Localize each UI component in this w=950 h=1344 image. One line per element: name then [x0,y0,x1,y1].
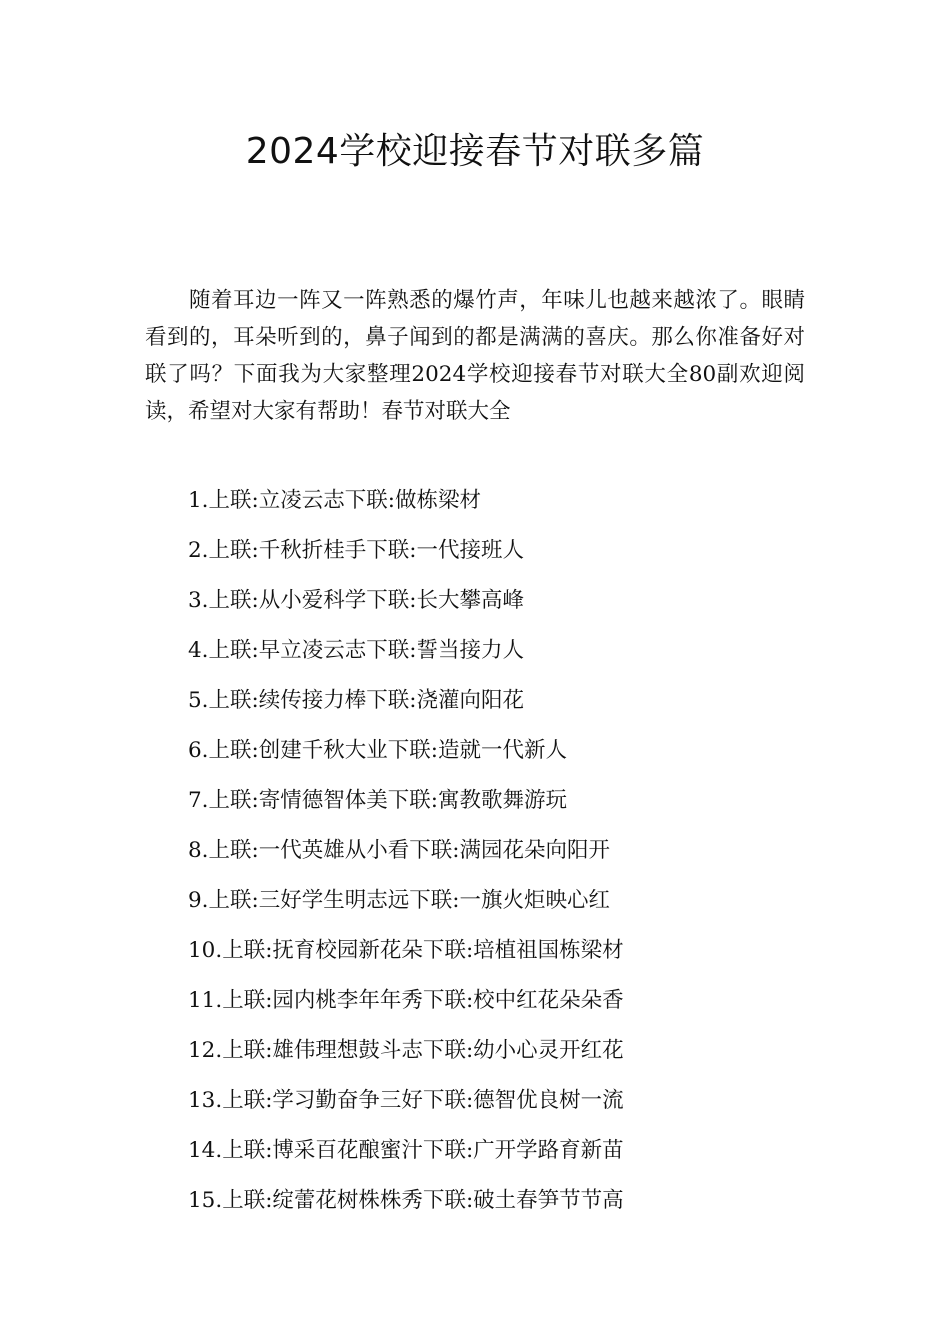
lower-line: 下联:满园花朵向阳开 [409,838,611,863]
upper-line: 10.上联:抚育校园新花朵 [188,938,423,963]
upper-line: 3.上联:从小爱科学 [188,588,367,613]
lower-line: 下联:培植祖国栋梁材 [422,938,624,963]
couplet-item [188,532,808,582]
couplet-item [188,932,808,982]
couplet-item [188,682,808,732]
upper-line: 5.上联:续传接力棒 [188,688,367,713]
intro-text: 随着耳边一阵又一阵熟悉的爆竹声，年味儿也越来越浓了。眼睛看到的，耳朵听到的，鼻子闻到的都是满满的喜庆。那么你准备好对联了吗？下面我为大家整理2024学校迎接春节对联大全80副欢迎阅读，希望对大家有帮助！春节对联大全 [145,288,805,424]
upper-line: 15.上联:绽蕾花树株株秀 [188,1188,423,1213]
upper-line: 2.上联:千秋折桂手 [188,538,367,563]
upper-line: 12.上联:雄伟理想鼓斗志 [188,1038,423,1063]
upper-line: 1.上联:立凌云志 [188,488,345,513]
couplet-item [188,782,808,832]
couplet-item [188,632,808,682]
couplet-item [188,1032,808,1082]
lower-line: 下联:德智优良树一流 [422,1088,624,1113]
lower-line: 下联:造就一代新人 [387,738,568,763]
couplet-item [188,1182,808,1232]
upper-line: 14.上联:博采百花酿蜜汁 [188,1138,423,1163]
upper-line: 9.上联:三好学生明志远 [188,888,410,913]
couplet-item [188,882,808,932]
lower-line: 下联:浇灌向阳花 [366,688,525,713]
lower-line: 下联:幼小心灵开红花 [422,1038,624,1063]
lower-line: 下联:破土春笋节节高 [422,1188,624,1213]
couplet-item [188,982,808,1032]
couplet-item [188,832,808,882]
upper-line: 6.上联:创建千秋大业 [188,738,388,763]
intro-paragraph [145,282,805,430]
lower-line: 下联:一旗火炬映心红 [409,888,611,913]
lower-line: 下联:做栋梁材 [344,488,482,513]
upper-line: 13.上联:学习勤奋争三好 [188,1088,423,1113]
upper-line: 8.上联:一代英雄从小看 [188,838,410,863]
lower-line: 下联:寓教歌舞游玩 [387,788,568,813]
upper-line: 4.上联:早立凌云志 [188,638,367,663]
lower-line: 下联:校中红花朵朵香 [422,988,624,1013]
document-title: 2024学校迎接春节对联多篇 [245,131,705,172]
lower-line: 下联:誓当接力人 [366,638,525,663]
couplet-list [188,482,808,1232]
couplet-item [188,732,808,782]
couplet-item [188,582,808,632]
lower-line: 下联:广开学路育新苗 [422,1138,624,1163]
upper-line: 7.上联:寄情德智体美 [188,788,388,813]
couplet-item [188,1132,808,1182]
couplet-item [188,482,808,532]
lower-line: 下联:长大攀高峰 [366,588,525,613]
lower-line: 下联:一代接班人 [366,538,525,563]
couplet-item [188,1082,808,1132]
upper-line: 11.上联:园内桃李年年秀 [188,988,423,1013]
